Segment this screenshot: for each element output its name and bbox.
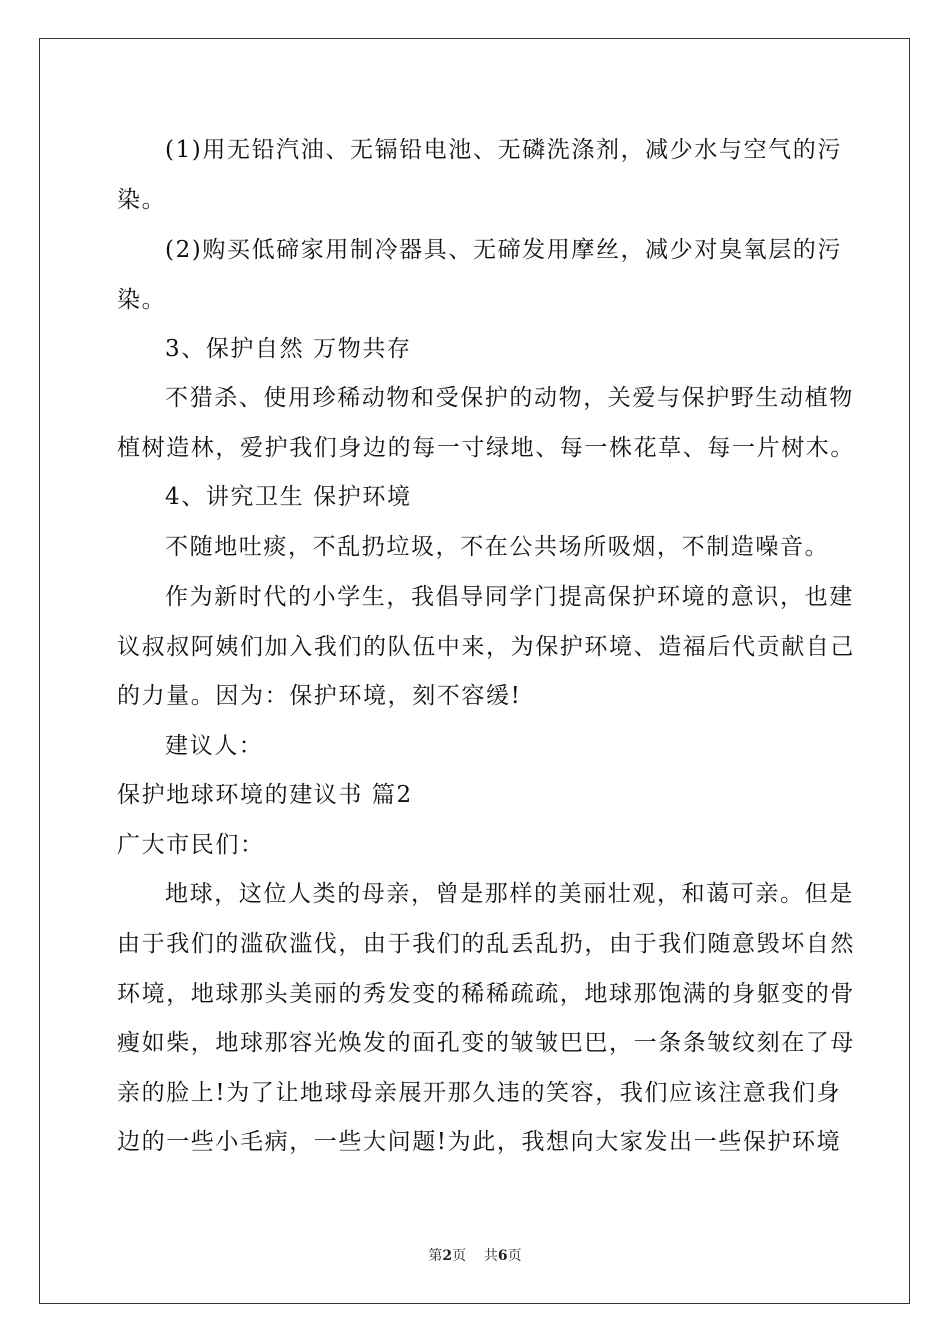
page-border <box>39 38 910 1304</box>
paragraph-line: 作为新时代的小学生，我倡导同学门提高保护环境的意识，也建 <box>165 584 854 610</box>
paragraph-line: 不猎杀、使用珍稀动物和受保护的动物，关爱与保护野生动植物 <box>165 385 854 411</box>
paragraph-line: 染。 <box>117 287 167 313</box>
paragraph-line: (2)购买低碲家用制冷器具、无碲发用摩丝，减少对臭氧层的污 <box>165 237 842 263</box>
total-prefix: 共 <box>483 1248 498 1264</box>
page-footer <box>0 1245 950 1265</box>
paragraph-line: 议叔叔阿姨们加入我们的队伍中来，为保护环境、造福后代贡献自己 <box>117 634 855 660</box>
paragraph-line: 地球，这位人类的母亲，曾是那样的美丽壮观，和蔼可亲。但是 <box>165 881 854 907</box>
document-title: 保护地球环境的建议书 篇2 <box>117 782 413 808</box>
page-prefix: 第 <box>428 1248 443 1264</box>
total-pages: 6 <box>497 1248 508 1264</box>
page-suffix: 页 <box>452 1248 467 1264</box>
total-suffix: 页 <box>507 1248 522 1264</box>
paragraph-line: 植树造林，爱护我们身边的每一寸绿地、每一株花草、每一片树木。 <box>117 435 855 461</box>
paragraph-line: 瘦如柴，地球那容光焕发的面孔变的皱皱巴巴，一条条皱纹刻在了母 <box>117 1030 855 1056</box>
paragraph-line: (1)用无铅汽油、无镉铅电池、无磷洗涤剂，减少水与空气的污 <box>165 137 842 163</box>
section-heading: 4、讲究卫生 保护环境 <box>165 484 412 510</box>
page-number: 2 <box>442 1248 453 1264</box>
paragraph-line: 染。 <box>117 187 167 213</box>
paragraph-line: 的力量。因为：保护环境，刻不容缓! <box>117 683 522 709</box>
paragraph-line: 亲的脸上!为了让地球母亲展开那久违的笑容，我们应该注意我们身 <box>117 1080 842 1106</box>
salutation: 广大市民们： <box>117 832 265 858</box>
paragraph-line: 环境，地球那头美丽的秀发变的稀稀疏疏，地球那饱满的身躯变的骨 <box>117 981 855 1007</box>
signature-label: 建议人： <box>165 733 264 759</box>
paragraph-line: 边的一些小毛病，一些大问题!为此，我想向大家发出一些保护环境 <box>117 1129 842 1155</box>
paragraph-line: 不随地吐痰，不乱扔垃圾，不在公共场所吸烟，不制造噪音。 <box>165 534 830 560</box>
section-heading: 3、保护自然 万物共存 <box>165 336 412 362</box>
paragraph-line: 由于我们的滥砍滥伐，由于我们的乱丢乱扔，由于我们随意毁坏自然 <box>117 931 855 957</box>
